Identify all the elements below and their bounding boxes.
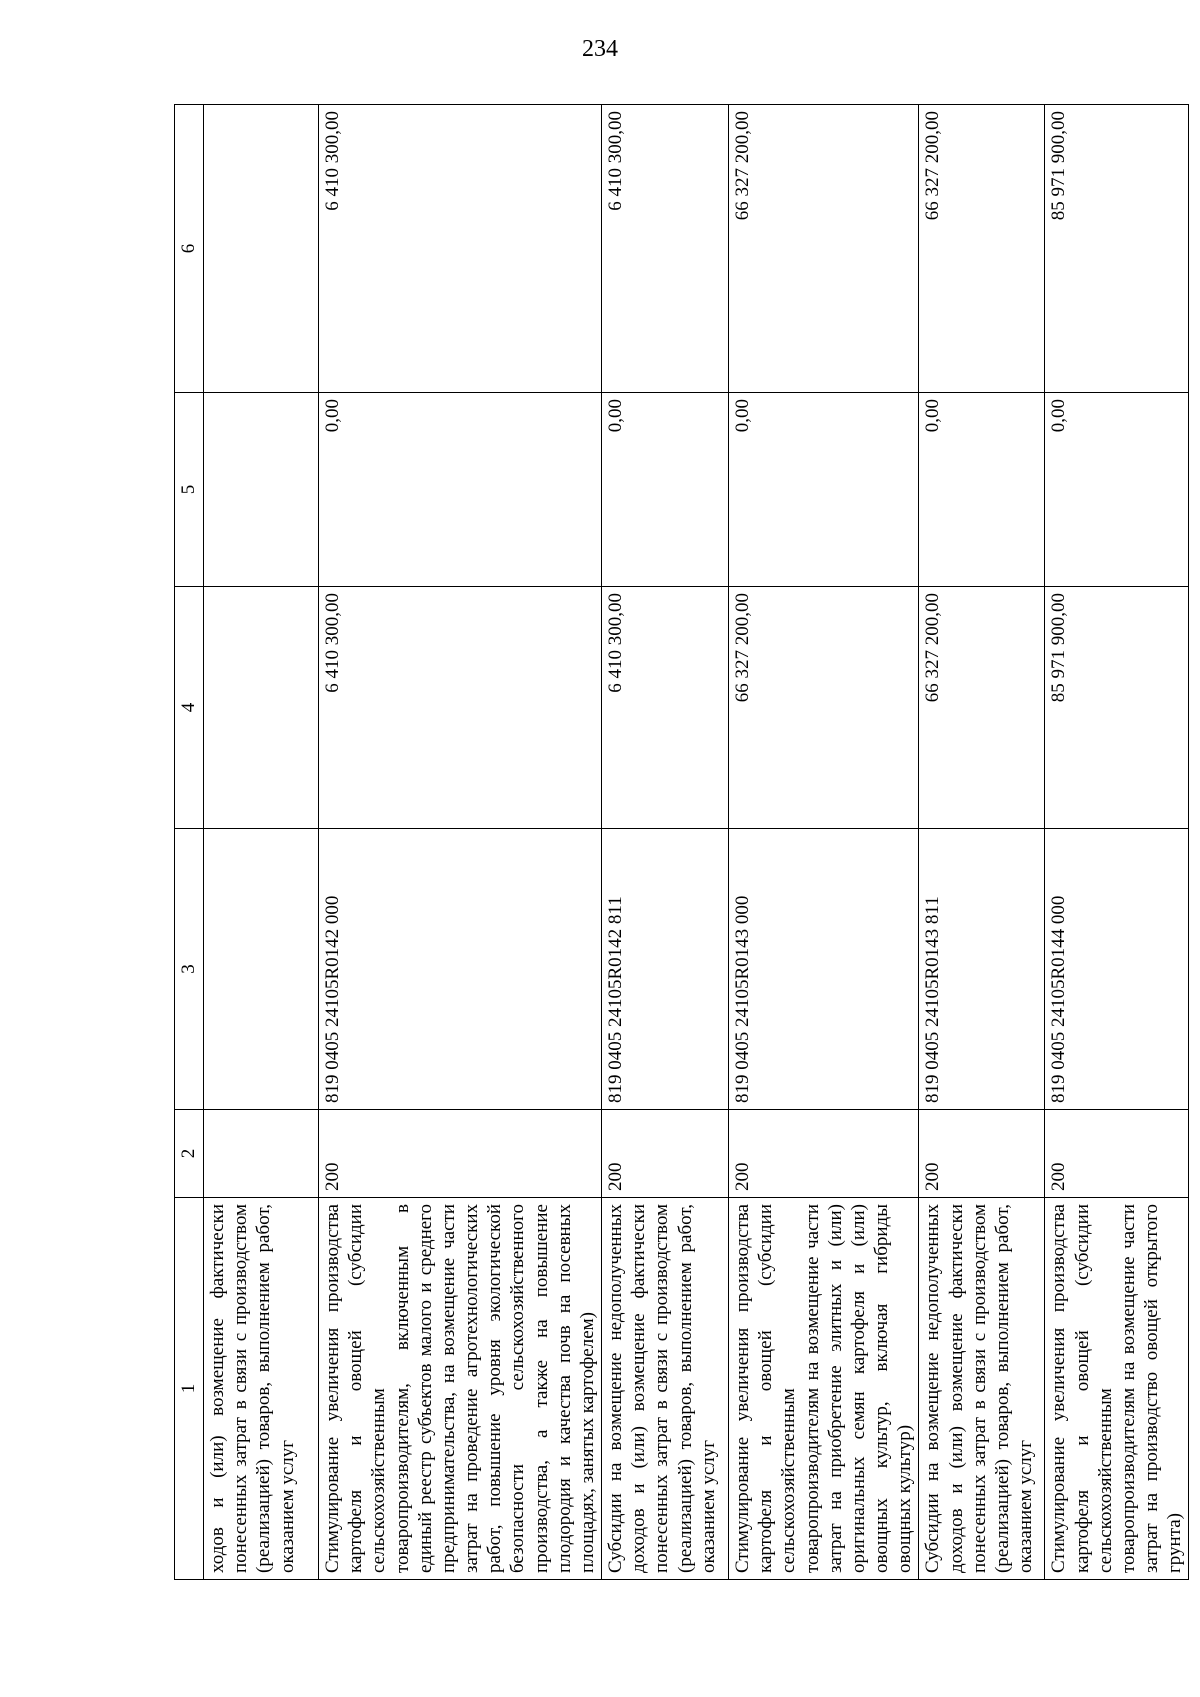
row-description: ходов и (или) возмещение фактически понесенных затрат в связи с производством (реализацией) товаров, выполнением работ, оказанием услуг (204, 1198, 319, 1580)
table-row (602, 105, 729, 1580)
row-amount-4: 6 410 300,00 (319, 587, 602, 829)
row-classification: 819 0405 24105R0143 000 (729, 829, 919, 1110)
table-row (919, 105, 1045, 1580)
table-row (1045, 105, 1189, 1580)
row-code: 200 (319, 1110, 602, 1198)
budget-table (174, 104, 1189, 1580)
row-classification: 819 0405 24105R0143 811 (919, 829, 1045, 1110)
row-description: Стимулирование увеличения производства картофеля и овощей (субсидии сельскохозяйственным товаропроизводителям, включенным в единый реестр субъектов малого и среднего предпринимательства, на возмещение части затрат на проведение агротехнологических работ, повышение уровня экологической безопасности сельскохозяйственного производства, а также на повышение плодородия и качества почв на посевных площадях, занятых картофелем) (319, 1198, 602, 1580)
row-amount-6: 6 410 300,00 (602, 105, 729, 393)
table-row (729, 105, 919, 1580)
column-header-6: 6 (175, 105, 204, 393)
row-amount-5: 0,00 (1045, 393, 1189, 587)
column-header-5: 5 (175, 393, 204, 587)
row-amount-6: 85 971 900,00 (1045, 105, 1189, 393)
row-amount-5: 0,00 (602, 393, 729, 587)
row-code: 200 (602, 1110, 729, 1198)
row-amount-6 (204, 105, 319, 393)
row-amount-5: 0,00 (919, 393, 1045, 587)
row-amount-6: 6 410 300,00 (319, 105, 602, 393)
row-classification: 819 0405 24105R0142 000 (319, 829, 602, 1110)
row-amount-4: 66 327 200,00 (729, 587, 919, 829)
row-amount-4 (204, 587, 319, 829)
row-amount-4: 6 410 300,00 (602, 587, 729, 829)
table-row (204, 105, 319, 1580)
row-classification: 819 0405 24105R0142 811 (602, 829, 729, 1110)
row-amount-4: 66 327 200,00 (919, 587, 1045, 829)
column-header-1: 1 (175, 1198, 204, 1580)
row-description: Субсидии на возмещение недополученных доходов и (или) возмещение фактически понесенных затрат в связи с производством (реализацией) товаров, выполнением работ, оказанием услуг (919, 1198, 1045, 1580)
page-number: 234 (582, 36, 618, 62)
column-header-2: 2 (175, 1110, 204, 1198)
row-code: 200 (1045, 1110, 1189, 1198)
row-amount-5 (204, 393, 319, 587)
row-description: Стимулирование увеличения производства картофеля и овощей (субсидии сельскохозяйственным товаропроизводителям на возмещение части затрат на производство овощей открытого грунта) (1045, 1198, 1189, 1580)
row-code (204, 1110, 319, 1198)
rotated-table-frame (174, 105, 1186, 1580)
row-amount-6: 66 327 200,00 (729, 105, 919, 393)
row-code: 200 (919, 1110, 1045, 1198)
column-header-4: 4 (175, 587, 204, 829)
column-header-3: 3 (175, 829, 204, 1110)
row-description: Субсидии на возмещение недополученных доходов и (или) возмещение фактически понесенных затрат в связи с производством (реализацией) товаров, выполнением работ, оказанием услуг (602, 1198, 729, 1580)
row-amount-4: 85 971 900,00 (1045, 587, 1189, 829)
row-amount-5: 0,00 (319, 393, 602, 587)
row-classification: 819 0405 24105R0144 000 (1045, 829, 1189, 1110)
table-header-row (175, 105, 204, 1580)
row-classification (204, 829, 319, 1110)
row-code: 200 (729, 1110, 919, 1198)
table-row (319, 105, 602, 1580)
row-amount-5: 0,00 (729, 393, 919, 587)
row-amount-6: 66 327 200,00 (919, 105, 1045, 393)
row-description: Стимулирование увеличения производства картофеля и овощей (субсидии сельскохозяйственным товаропроизводителям на возмещение части затрат на приобретение элитных и (или) оригинальных семян картофеля и (или) овощных культур, включая гибриды овощных культур) (729, 1198, 919, 1580)
